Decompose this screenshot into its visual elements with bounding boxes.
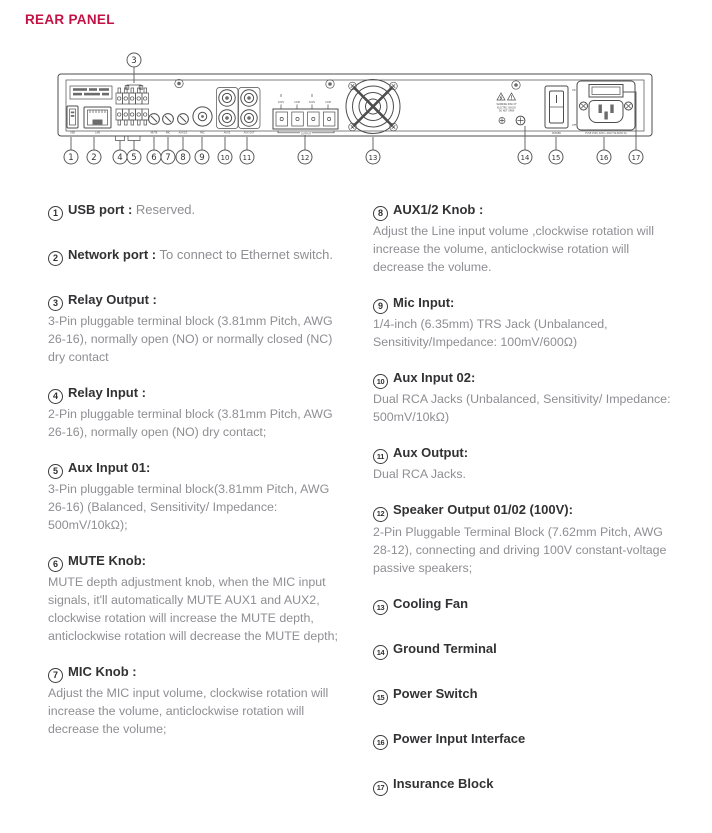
item-number-badge: 1 [48, 206, 63, 221]
item-number-badge: 10 [373, 374, 388, 389]
fuse-drawer [589, 85, 623, 98]
legend-item [373, 729, 675, 750]
svg-text:100V: 100V [308, 101, 316, 104]
item-title: Mic Input: [393, 295, 455, 310]
item-body-text: 1/4-inch (6.35mm) TRS Jack (Unbalanced, Sensitivity/Impedance: 100mV/600Ω) [373, 317, 608, 349]
svg-text:12: 12 [300, 153, 310, 162]
item-number-badge: 9 [373, 299, 388, 314]
svg-text:AUX1/2: AUX1/2 [178, 131, 188, 135]
warning-label [496, 93, 517, 113]
item-title: Power Input Interface [393, 731, 526, 747]
speaker-output-terminal [273, 94, 338, 135]
svg-text:16: 16 [599, 153, 609, 162]
svg-text:17: 17 [631, 153, 641, 162]
legend-item [48, 551, 350, 645]
item-title: Aux Output: [393, 445, 469, 461]
item-number-badge: 16 [373, 735, 388, 750]
item-title: MIC Knob : [68, 664, 137, 679]
item-number-badge: 8 [373, 206, 388, 221]
legend-item [48, 383, 350, 441]
item-number-badge: 15 [373, 690, 388, 705]
item-number-badge: 5 [48, 464, 63, 479]
legend-item [48, 290, 350, 366]
svg-text:1: 1 [68, 152, 74, 163]
item-title: Ground Terminal [393, 640, 497, 656]
item-title: Aux Input 01: [68, 460, 151, 475]
mic-knob-icon [163, 114, 174, 135]
item-body-text: Dual RCA Jacks. [373, 467, 466, 482]
cooling-fan-icon [346, 80, 400, 134]
item-body-text: Adjust the Line input volume ,clockwise rotation will increase the volume, anticlockwise rotation will decrease the volume. [373, 224, 654, 274]
svg-text:MUTE: MUTE [150, 131, 158, 135]
item-number-badge: 13 [373, 600, 388, 615]
callout-layer [64, 53, 643, 164]
svg-text:2: 2 [91, 152, 97, 163]
item-number-badge: 17 [373, 781, 388, 796]
legend-item [373, 443, 675, 483]
svg-text:MIC: MIC [200, 131, 205, 135]
legend-column-right [373, 200, 675, 820]
item-number-badge: 11 [373, 449, 388, 464]
svg-text:DO NOT OPEN: DO NOT OPEN [498, 109, 515, 113]
item-heading [48, 200, 350, 221]
item-title: Aux Input 02: [393, 370, 476, 385]
item-title: Relay Input : [68, 385, 147, 400]
item-inline-text: Reserved. [132, 202, 196, 217]
item-title: Speaker Output 01/02 (100V): [393, 502, 573, 518]
mic-jack [193, 107, 212, 135]
item-number-badge: 6 [48, 557, 63, 572]
rear-panel-diagram [0, 0, 712, 190]
usb-port [67, 106, 78, 135]
legend-item [373, 200, 675, 276]
item-heading [373, 500, 675, 521]
svg-text:COM: COM [294, 101, 300, 104]
svg-text:FUSE 250V 220V~240V 50-60Hz 5A: FUSE 250V 220V~240V 50-60Hz 5A [585, 132, 627, 136]
item-heading [373, 729, 675, 750]
legend-item [48, 200, 350, 221]
legend-item [373, 639, 675, 660]
item-title: Relay Output : [68, 292, 157, 307]
item-body-text: Dual RCA Jacks (Unbalanced, Sensitivity/ Impedance: 500mV/10kΩ) [373, 392, 671, 425]
svg-text:9: 9 [199, 152, 205, 163]
legend-column-left [48, 200, 350, 755]
item-number-badge: 4 [48, 389, 63, 404]
item-number-badge: 14 [373, 645, 388, 660]
svg-text:LAN: LAN [95, 131, 100, 135]
svg-text:AUX OUT: AUX OUT [243, 131, 255, 135]
legend-item [373, 774, 675, 795]
item-title: AUX1/2 Knob : [393, 202, 484, 217]
item-heading [373, 594, 675, 615]
svg-text:7: 7 [165, 152, 171, 163]
label-sticker [70, 86, 112, 99]
item-heading [48, 551, 350, 572]
legend-item [373, 368, 675, 426]
item-body-text: 3-Pin pluggable terminal block(3.81mm Pitch, AWG 26-16) (Balanced, Sensitivity/ Impedance: 500mV/10kΩ); [48, 482, 330, 532]
item-heading [373, 774, 675, 795]
mute-knob-icon [149, 114, 160, 135]
item-body-text: 2-Pin Pluggable Terminal Block (7.62mm Pitch, AWG 28-12), connecting and driving 100V constant-voltage passive speakers; [373, 524, 667, 575]
svg-text:OFF: OFF [572, 124, 577, 127]
item-body-text: MUTE depth adjustment knob, when the MIC input signals, it'll automatically MUTE AUX1 and AUX2, clockwise rotation will increase the MUTE depth, anticlockwise rotation will decrease the MUTE depth; [48, 575, 338, 643]
svg-text:4: 4 [117, 152, 123, 163]
rca-jacks [217, 88, 261, 135]
terminal-blocks [116, 85, 149, 141]
svg-text:8: 8 [180, 152, 186, 163]
svg-text:MIC: MIC [165, 131, 171, 135]
item-title: USB port : [68, 202, 133, 217]
ground-terminal-icon [499, 116, 525, 125]
item-body-text: 3-Pin pluggable terminal block (3.81mm Pitch, AWG 26-16), normally open (NO) or normally closed (NC) dry contact [48, 314, 333, 364]
item-heading [373, 293, 675, 314]
item-title: Network port : [68, 247, 157, 262]
item-number-badge: 2 [48, 251, 63, 266]
item-heading [48, 383, 350, 404]
svg-text:15: 15 [551, 153, 561, 162]
svg-text:USB: USB [70, 131, 75, 135]
legend-item [373, 594, 675, 615]
item-title: Cooling Fan [393, 595, 469, 611]
aux12-knob-icon [178, 114, 189, 135]
svg-text:ON: ON [572, 89, 576, 92]
item-heading [373, 368, 675, 389]
item-title: Insurance Block [393, 776, 494, 792]
svg-text:11: 11 [242, 153, 252, 162]
svg-text:5: 5 [131, 152, 137, 163]
item-number-badge: 3 [48, 296, 63, 311]
legend-item [373, 684, 675, 705]
page-title: REAR PANEL [25, 12, 115, 27]
svg-text:13: 13 [368, 153, 378, 162]
power-switch [545, 86, 577, 135]
item-heading [373, 639, 675, 660]
svg-text:ELECTRIC SHOCK: ELECTRIC SHOCK [497, 106, 516, 110]
svg-text:10: 10 [220, 153, 230, 162]
svg-text:100V: 100V [277, 101, 285, 104]
svg-text:AUX2: AUX2 [223, 131, 231, 135]
item-body-text: 2-Pin pluggable terminal block (3.81mm Pitch, AWG 26-16), normally open (NO) dry contact; [48, 407, 333, 439]
item-heading [48, 290, 350, 311]
item-heading [48, 662, 350, 683]
svg-text:6: 6 [151, 152, 157, 163]
item-inline-text: To connect to Ethernet switch. [156, 247, 333, 262]
item-title: MUTE Knob: [68, 553, 146, 568]
item-title: Power Switch [393, 686, 478, 702]
item-heading [48, 245, 350, 266]
legend-item [48, 458, 350, 534]
power-inlet [577, 81, 635, 135]
legend-item [373, 500, 675, 576]
item-number-badge: 12 [373, 507, 388, 522]
item-heading [373, 443, 675, 464]
svg-text:COM: COM [325, 101, 331, 104]
legend-item [48, 662, 350, 738]
item-body-text: Adjust the MIC input volume, clockwise rotation will increase the volume, anticlockwise rotation will decrease the volume; [48, 686, 329, 736]
svg-text:14: 14 [520, 153, 530, 162]
legend-item [373, 293, 675, 351]
item-heading [373, 200, 675, 221]
svg-text:WARNING:RISK OF: WARNING:RISK OF [496, 103, 517, 106]
legend-item [48, 245, 350, 266]
item-number-badge: 7 [48, 668, 63, 683]
svg-text:3: 3 [131, 55, 137, 66]
svg-text:POWER: POWER [552, 131, 561, 135]
lan-port [84, 107, 111, 135]
item-heading [48, 458, 350, 479]
svg-text:OUTPUT: OUTPUT [300, 132, 312, 136]
item-heading [373, 684, 675, 705]
